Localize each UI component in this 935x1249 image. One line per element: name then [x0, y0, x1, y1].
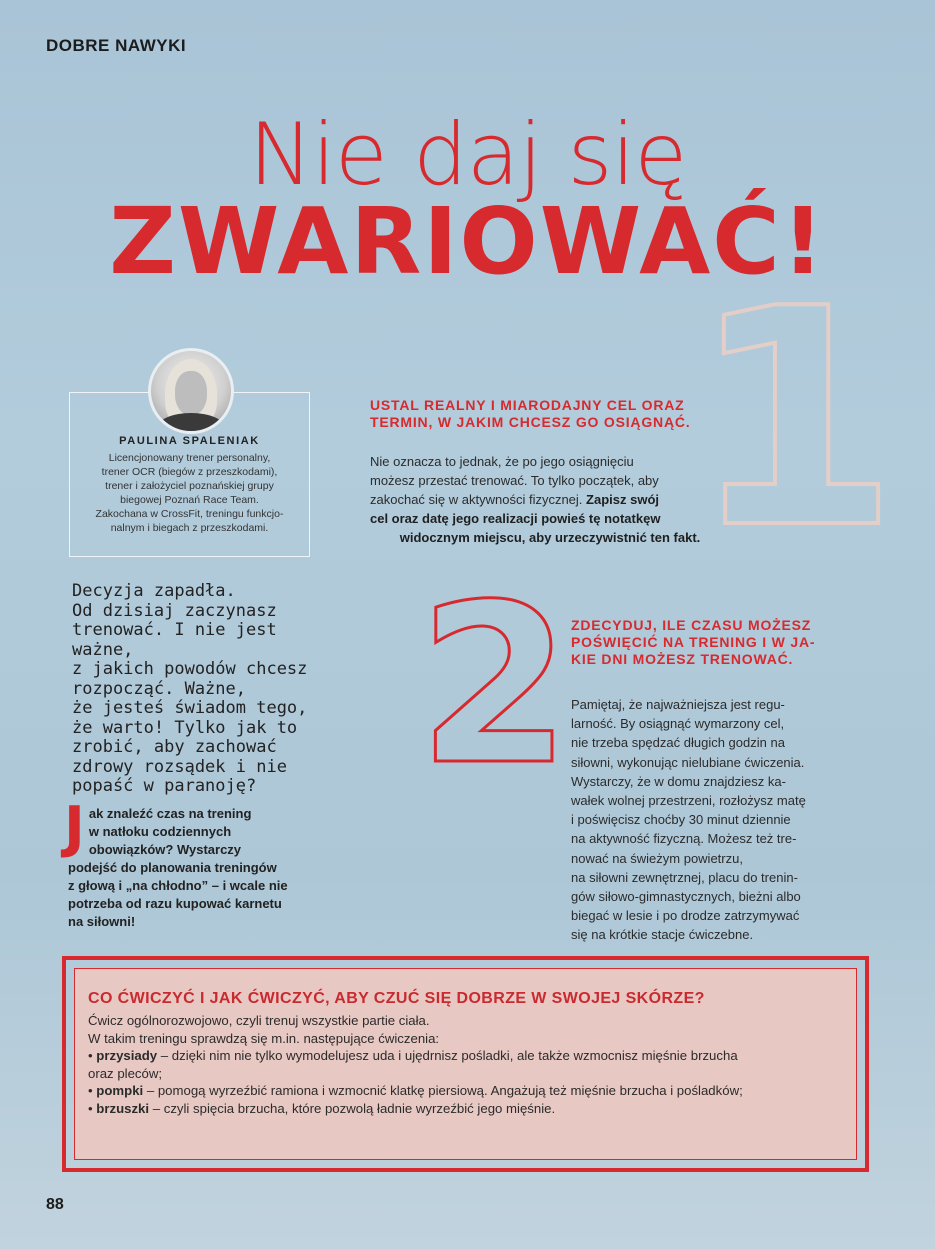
intro-text: Decyzja zapadła. Od dzisiaj zaczynasz trenować. I nie jest ważne, z jakich powodów chcesz rozpocząć. Ważne, że jesteś świadom tego, że warto! Tylko jak to zrobić, aby zachować zdrowy rozsądek i nie popaść w paranoję? [72, 581, 308, 796]
list-item: • brzuszki – czyli spięcia brzucha, które pozwolą ładnie wyrzeźbić jego mięśnie. [88, 1100, 556, 1116]
list-item: • przysiady – dzięki nim nie tylko wymodelujesz uda i ujędrnisz pośladki, ale także wzmocnisz mięśnie brzucha [88, 1048, 738, 1063]
step-1-body: Nie oznacza to jednak, że po jego osiągnięciu możesz przestać trenować. To tylko początek, aby zakochać się w aktywności fizycznej. Zapisz swój cel oraz datę jego realizacji powieś tę notatkęw widocznym miejscu, aby urzeczywistnić ten fakt. [370, 454, 701, 545]
list-item: • pompki – pomogą wyrzeźbić ramiona i wzmocnić klatkę piersiową. Angażują też mięśnie brzucha i pośladków; [88, 1083, 743, 1098]
page-number: 88 [46, 1196, 64, 1213]
step-1-title: USTAL REALNY I MIARODAJNY CEL ORAZ TERMIN, W JAKIM CHCESZ GO OSIĄGNĄĆ. [370, 397, 691, 430]
author-bio: Licencjonowany trener personalny, trener OCR (biegów z przeszkodami), trener i założyciel poznańskiej grupy biegowej Poznań Race Team. Zakochana w CrossFit, treningu funkcjo- nalnym i biegach z przeszkodami. [95, 452, 284, 534]
tips-box-title: CO ĆWICZYĆ I JAK ĆWICZYĆ, ABY CZUĆ SIĘ DOBRZE W SWOJEJ SKÓRZE? [88, 990, 705, 1007]
step-2-number: 2 [418, 557, 572, 813]
author-name: PAULINA SPALENIAK [119, 435, 260, 447]
lead-paragraph: J ak znaleźć czas na trening w natłoku codziennych obowiązków? Wystarczy podejść do planowania treningów z głową i „na chłodno” – i wcale nie potrzeba od razu kupować karnetu na siłowni! [64, 795, 288, 929]
step-1-number: 1 [690, 245, 899, 594]
author-avatar [148, 348, 234, 434]
step-2-title: ZDECYDUJ, ILE CZASU MOŻESZ POŚWIĘCIĆ NA TRENING I W JA- KIE DNI MOŻESZ TRENOWAĆ. [571, 617, 816, 667]
drop-cap: J [64, 795, 85, 860]
section-label: DOBRE NAWYKI [46, 36, 187, 55]
tips-box-body: Ćwicz ogólnorozwojowo, czyli trenuj wszystkie partie ciała. W takim treningu sprawdzą się m.in. następujące ćwiczenia: • przysiady – dzięki nim nie tylko wymodelujesz uda i ujędrnisz pośladki, ale także wzmocnisz mięśnie brzucha oraz pleców; • pompki – pomogą wyrzeźbić ramiona i wzmocnić klatkę piersiową. Angażują też mięśnie brzucha i pośladków; • brzuszki – czyli spięcia brzucha, które pozwolą ładnie wyrzeźbić jego mięśnie. [88, 1012, 848, 1117]
title-line-2: ZWARIOWAĆ! [109, 188, 826, 295]
step-2-body: Pamiętaj, że najważniejsza jest regu- larność. By osiągnąć wymarzony cel, nie trzeba spędzać długich godzin na siłowni, wykonując nielubiane ćwiczenia. Wystarczy, że w domu znajdziesz ka- wałek wolnej przestrzeni, rozłożysz matę i poświęcisz choćby 30 minut dziennie na aktywność fizyczną. Możesz też tre- nować na świeżym powietrzu, na siłowni zewnętrznej, placu do trenin- gów siłowo-gimnastycznych, bieżni albo biegać w lesie i po drodze zatrzymywać się na krótkie stacje ćwiczebne. [571, 697, 806, 943]
title-line-1: Nie daj się [248, 105, 687, 205]
